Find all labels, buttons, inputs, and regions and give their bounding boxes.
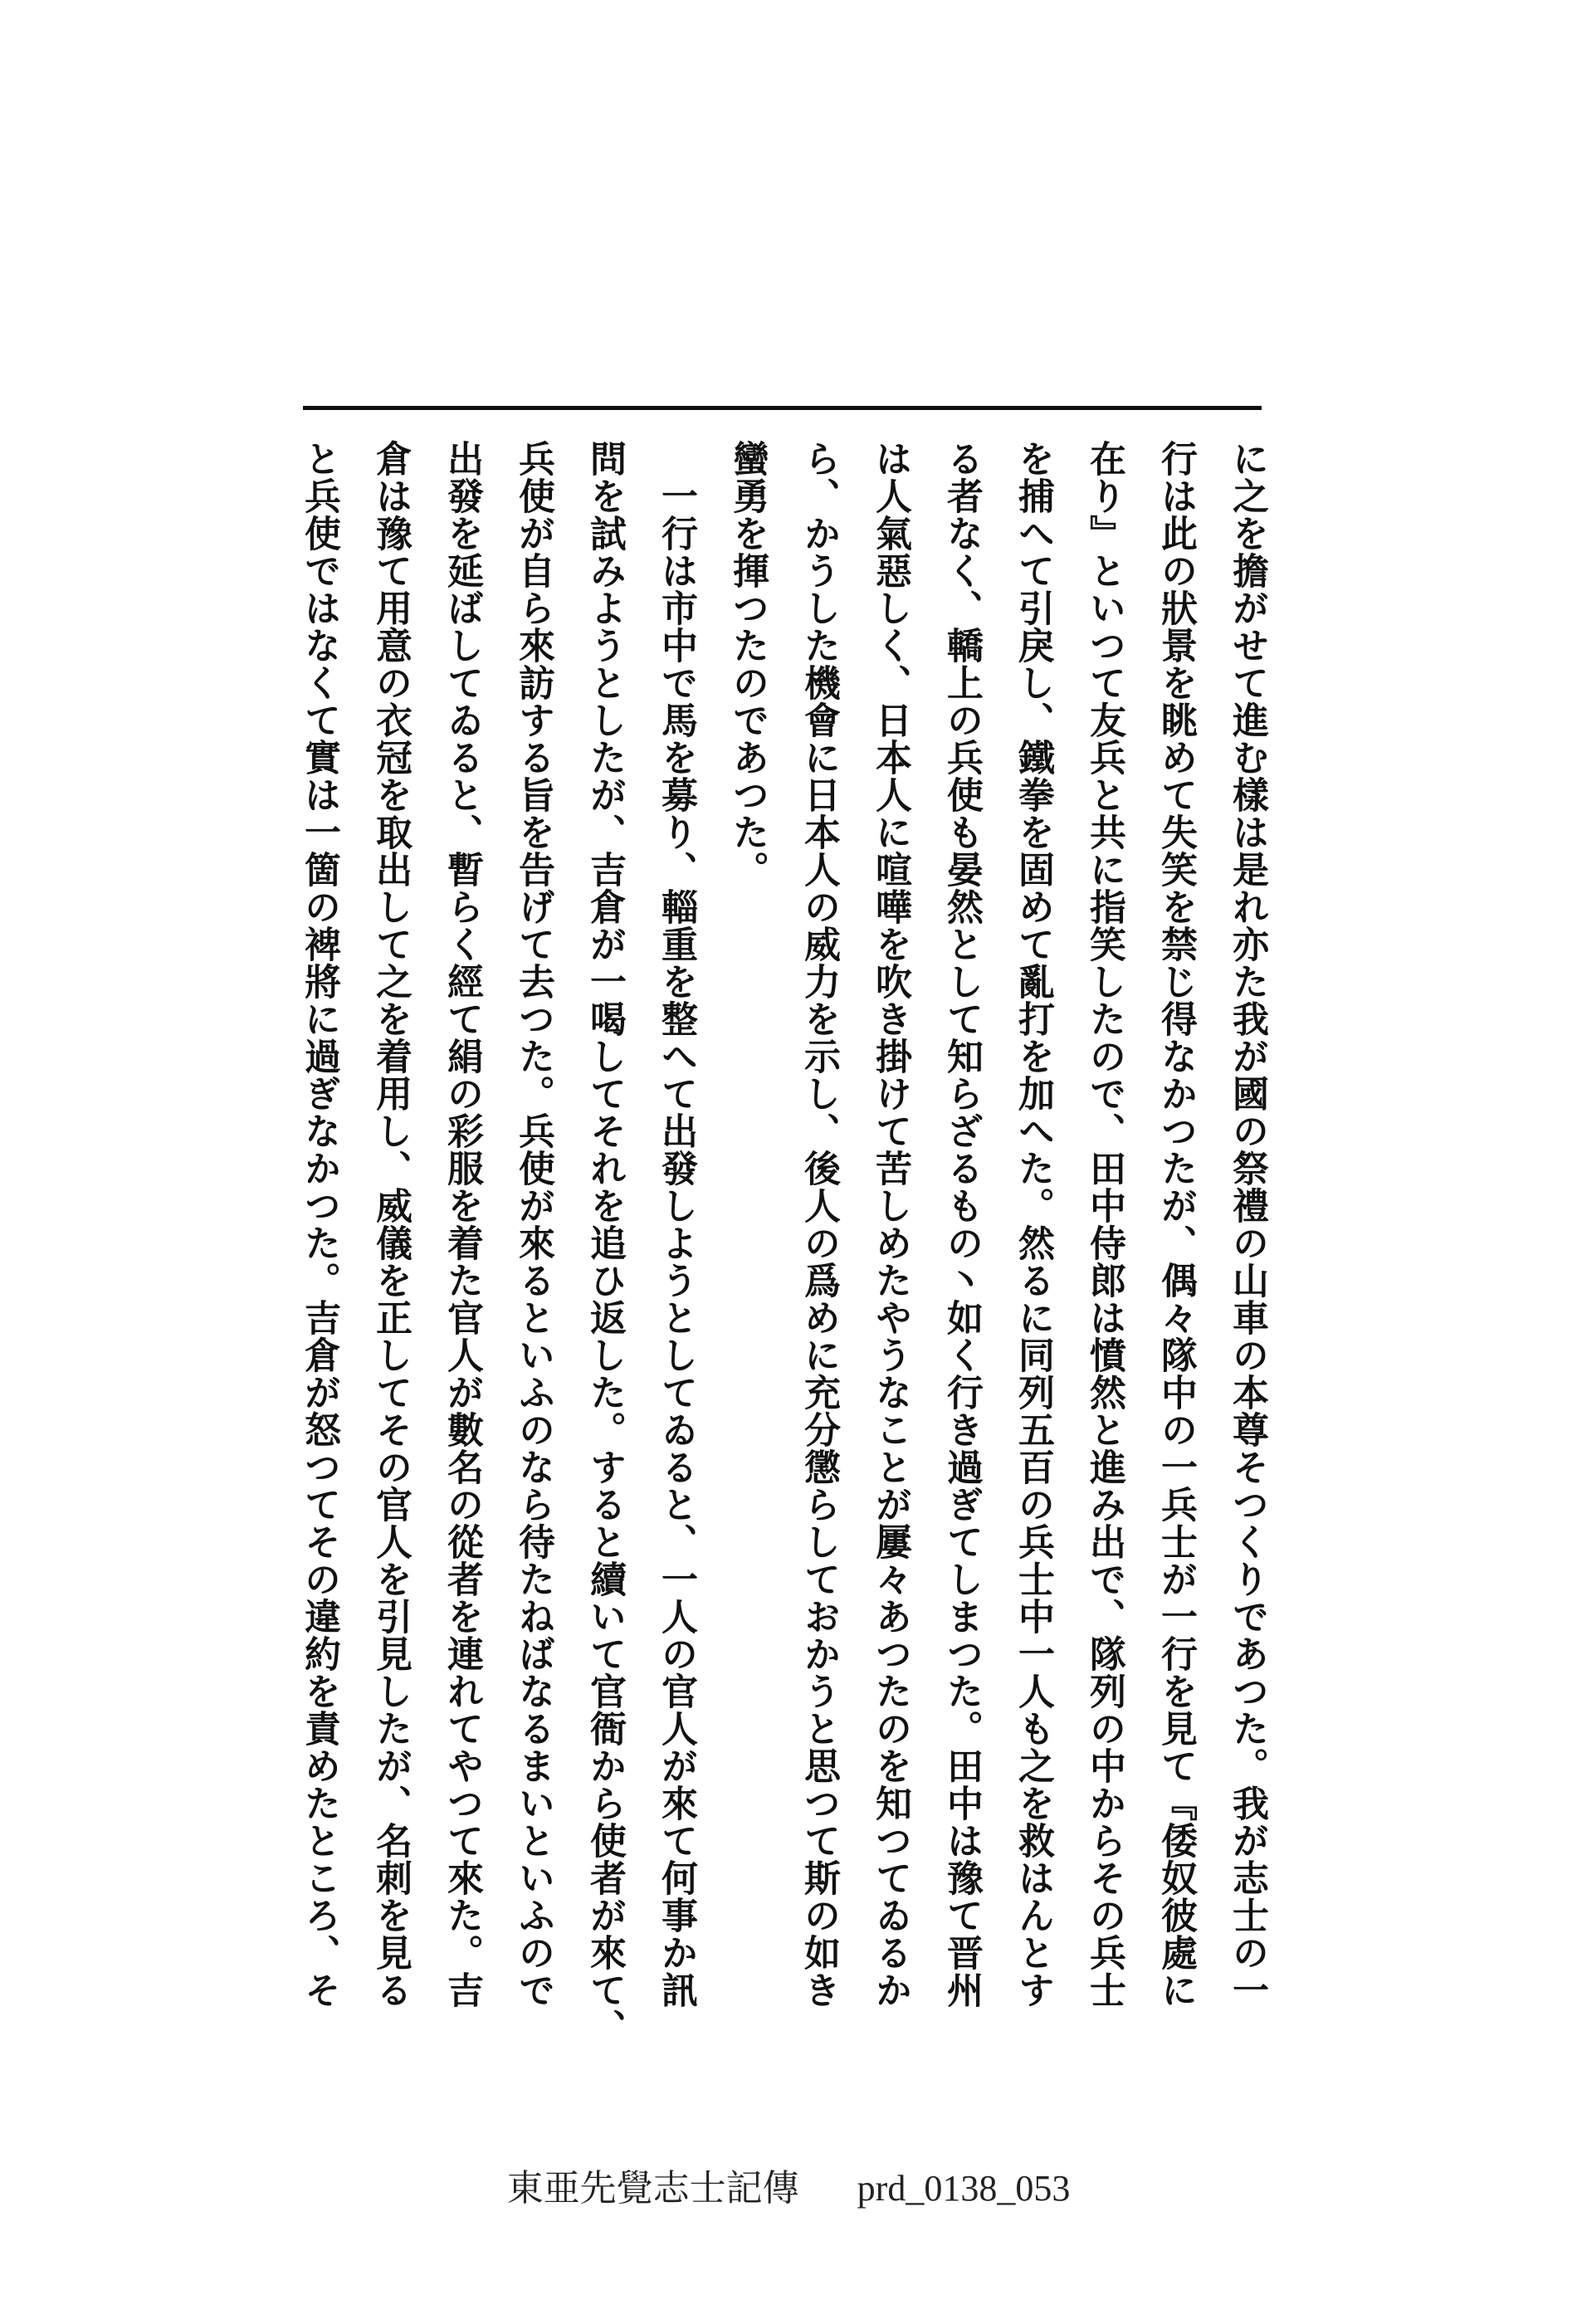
text-line: 一行は市中で馬を募り、輜重を整へて出發しようとしてゐると、一人の官人が來て何事か訊 [655, 440, 697, 2009]
vertical-text-block [298, 440, 1282, 2046]
text-line: 行は此の狀景を眺めて失笑を禁じ得なかつたが、偶々隊中の一兵士が一行を見て『倭奴彼處に [1155, 440, 1197, 2009]
text-line: 兵使が自ら來訪する旨を告げて去つた。兵使が來るといふのなら待たねばなるまいといふので [512, 440, 554, 2009]
text-line: 問を試みようとしたが、吉倉が一喝してそれを追ひ返した。すると續いて官衙から使者が來て、 [583, 440, 626, 2046]
top-rule-divider [303, 406, 1262, 410]
text-line: は人氣惡しく、日本人に喧嘩を吹き掛けて苦しめたやうなことが屢々あつたのを知つてゐるか [869, 440, 911, 2009]
text-line: 蠻勇を揮つたのであつた。 [726, 440, 769, 888]
text-line: 出發を延ばしてゐると、暫らく經て絹の彩服を着た官人が數名の從者を連れてやつて來た。吉 [441, 440, 483, 2009]
text-line: と兵使ではなくて實は一箇の裨將に過ぎなかつた。吉倉が怒つてその違約を責めたところ、そ [298, 440, 340, 2009]
text-line: 在り』といつて友兵と共に指笑したので、田中侍郎は憤然と進み出で、隊列の中からその兵士 [1083, 440, 1125, 2009]
footer-book-title: 東亜先覺志士記傳 [506, 2167, 799, 2209]
footer-page-id: prd_0138_053 [857, 2168, 1071, 2209]
text-line: る者なく、轎上の兵使も晏然として知らざるもの丶如く行き過ぎてしまつた。田中は豫て晋州 [940, 440, 983, 2009]
text-line: 倉は豫て用意の衣冠を取出して之を着用し、威儀を正してその官人を引見したが、名刺を見る [369, 440, 412, 2009]
page-footer [0, 2158, 1577, 2211]
text-line: に之を擔がせて進む樣は是れ亦た我が國の祭禮の山車の本尊そつくりであつた。我が志士の一 [1226, 440, 1268, 2009]
text-line: ら、かうした機會に日本人の威力を示し、後人の爲めに充分懲らしておかうと思つて斯の如き [798, 440, 840, 2009]
text-line: を捕へて引戾し、鐵拳を固めて亂打を加へた。然るに同列五百の兵士中一人も之を救はんとす [1012, 440, 1054, 2009]
